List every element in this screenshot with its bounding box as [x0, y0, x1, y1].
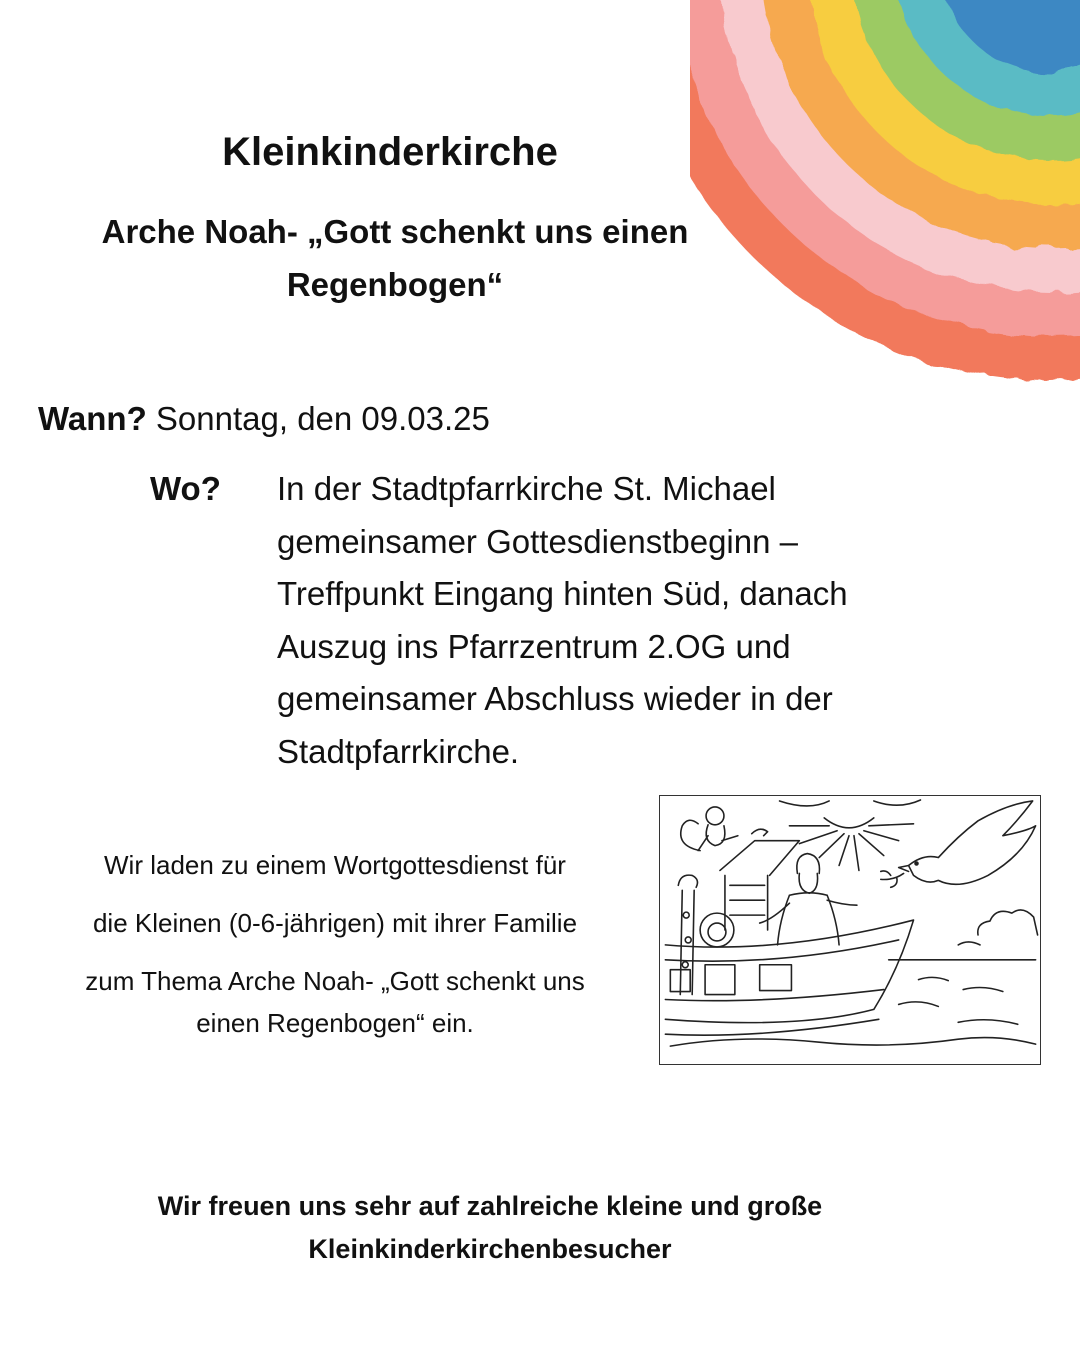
giraffe-icon: [678, 875, 697, 994]
rainbow-watercolor-graphic: [690, 0, 1080, 400]
event-theme-subtitle: Arche Noah- „Gott schenkt uns einen Regenbogen“: [101, 213, 689, 303]
noahs-ark-illustration: [659, 795, 1041, 1065]
invitation-text: [30, 850, 640, 1038]
lion-icon: [700, 913, 734, 947]
invitation-line: Wir laden zu einem Wortgottesdienst für: [104, 850, 566, 880]
monkey-icon: [681, 807, 738, 851]
when-row: [38, 394, 490, 444]
dove-icon: [881, 801, 1036, 887]
where-line: gemeinsamer Abschluss wieder in der: [277, 680, 833, 717]
where-line: Stadtpfarrkirche.: [277, 732, 520, 770]
where-line: In der Stadtpfarrkirche St. Michael: [277, 470, 776, 507]
sun-icon: [780, 800, 921, 870]
where-line: gemeinsamer Gottesdienstbeginn –: [277, 522, 798, 560]
invitation-line: zum Thema Arche Noah- „Gott schenkt uns: [85, 966, 585, 996]
where-label: Wo?: [150, 470, 221, 507]
where-line: Auszug ins Pfarrzentrum 2.OG und: [277, 627, 791, 665]
bird-icon: [752, 829, 768, 836]
where-description: [277, 463, 997, 778]
ark-cabin: [720, 841, 799, 930]
invitation-line: die Kleinen (0-6-jährigen) mit ihrer Familie: [92, 908, 578, 938]
water-waves: [670, 960, 1035, 1046]
when-value: Sonntag, den 09.03.25: [155, 400, 490, 437]
ark-window: [705, 965, 735, 995]
page-title: Kleinkinderkirche: [222, 130, 558, 174]
invitation-line: einen Regenbogen“ ein.: [196, 1008, 474, 1038]
noah-figure-icon: [760, 854, 857, 945]
cloud-icon: [958, 910, 1037, 945]
closing-message: Wir freuen uns sehr auf zahlreiche kleine und große Kleinkinderkirchenbesucher: [157, 1191, 823, 1264]
where-line: Treffpunkt Eingang hinten Süd, danach: [277, 575, 848, 612]
when-label: Wann?: [38, 400, 147, 437]
ark-window: [760, 965, 792, 991]
